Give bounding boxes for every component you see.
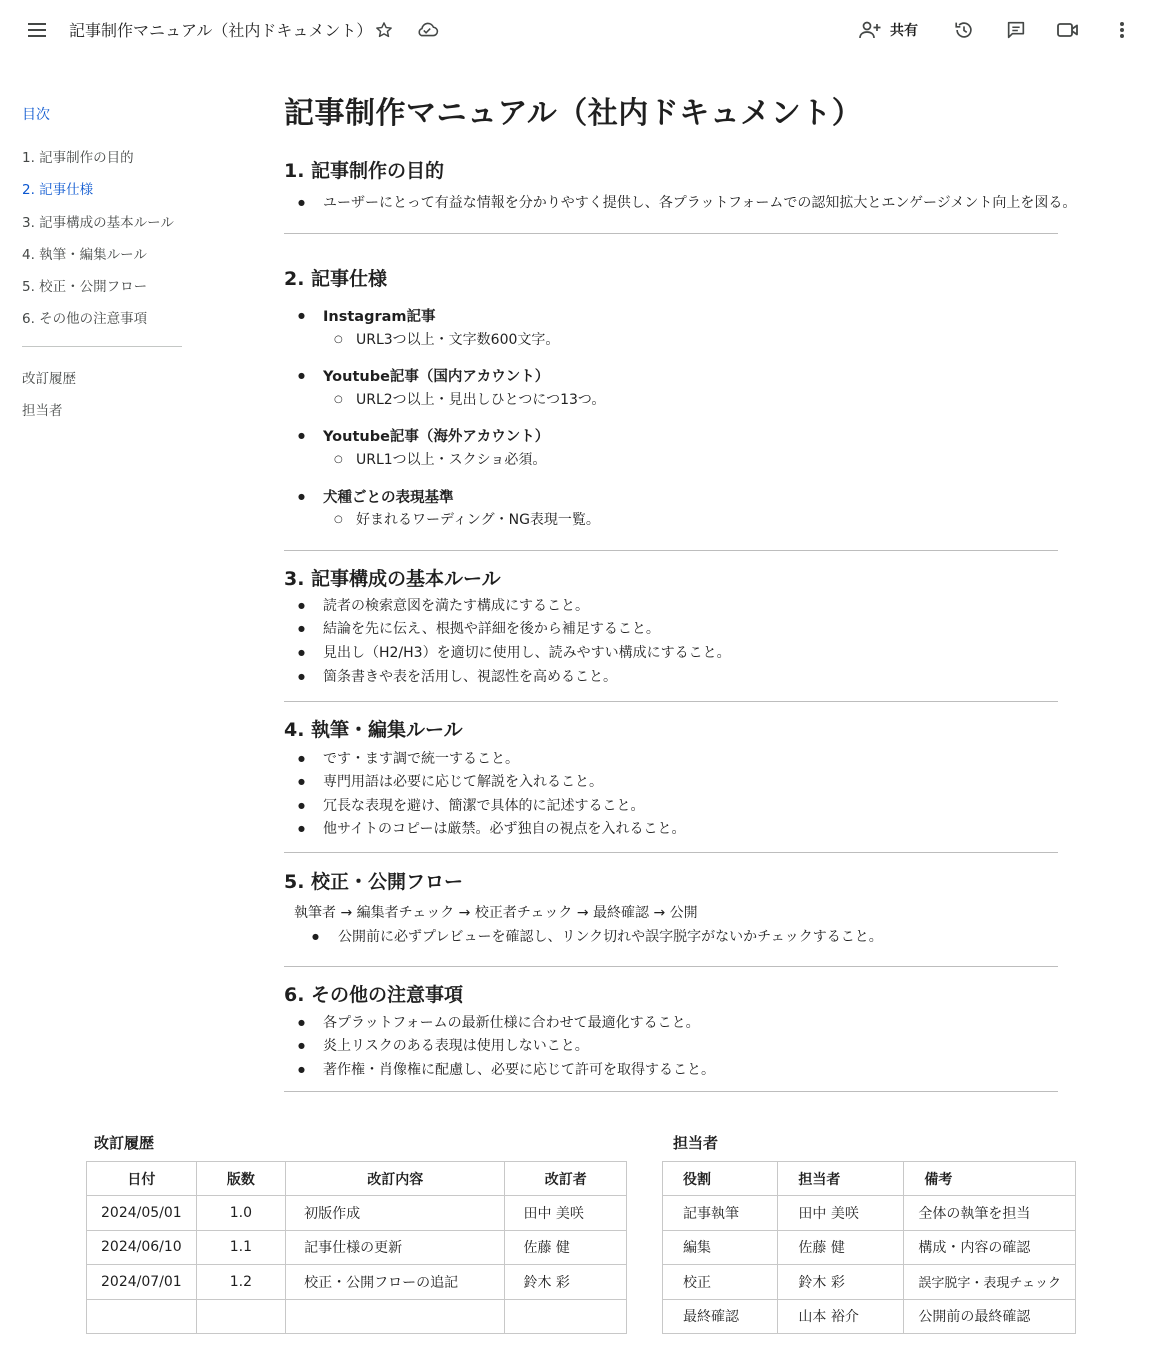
outline-item-other-notes[interactable]: 6. その他の注意事項: [22, 311, 148, 327]
table-cell: 1.0: [196, 1196, 285, 1230]
list-item: ● です・ます調で統一すること。: [298, 748, 519, 768]
revision-history-table[interactable]: [86, 1161, 627, 1334]
column-header: 備考: [904, 1162, 1076, 1196]
list-item: ● 箇条書きや表を活用し、視認性を高めること。: [298, 666, 617, 686]
publish-flow: 執筆者 → 編集者チェック → 校正者チェック → 最終確認 → 公開: [294, 905, 698, 921]
table-header-row: [87, 1162, 627, 1196]
list-item: ● 公開前に必ずプレビューを確認し、リンク切れや誤字脱字がないかチェックすること。: [312, 926, 883, 946]
table-header-row: [663, 1162, 1076, 1196]
section-divider: [284, 701, 1058, 702]
staff-title: 担当者: [673, 1134, 719, 1152]
table-cell: 校正: [663, 1265, 778, 1299]
table-cell: 編集: [663, 1230, 778, 1264]
table-cell: [87, 1299, 197, 1333]
video-call-icon[interactable]: [1056, 18, 1080, 42]
list-item: ● 読者の検索意図を満たす構成にすること。: [298, 595, 589, 615]
add-person-icon: [858, 20, 882, 40]
table-cell: 全体の執筆を担当: [904, 1196, 1076, 1230]
section-1-heading: 1. 記事制作の目的: [284, 160, 445, 182]
table-cell: 最終確認: [663, 1299, 778, 1333]
staff-table[interactable]: [662, 1161, 1076, 1334]
table-cell: 鈴木 彩: [778, 1265, 904, 1299]
list-item: ● 冗長な表現を避け、簡潔で具体的に記述すること。: [298, 795, 644, 815]
list-item: ● ユーザーにとって有益な情報を分かりやすく提供し、各プラットフォームでの認知拡大とエンゲージメント向上を図る。: [298, 192, 1076, 212]
table-row: [663, 1196, 1076, 1230]
outline-item-staff[interactable]: 担当者: [22, 403, 63, 419]
list-item: ● 専門用語は必要に応じて解説を入れること。: [298, 771, 603, 791]
spec-item: ● Youtube記事（国内アカウント）: [298, 365, 549, 386]
table-cell: 田中 美咲: [778, 1196, 904, 1230]
table-cell: 田中 美咲: [505, 1196, 627, 1230]
table-cell: [505, 1299, 627, 1333]
document-title[interactable]: 記事制作マニュアル（社内ドキュメント）: [69, 21, 373, 40]
table-row: [663, 1265, 1076, 1299]
list-item: ● 著作権・肖像権に配慮し、必要に応じて許可を取得すること。: [298, 1059, 715, 1079]
list-item: ● 炎上リスクのある表現は使用しないこと。: [298, 1035, 589, 1055]
spec-item: ● Youtube記事（海外アカウント）: [298, 425, 549, 446]
section-4-heading: 4. 執筆・編集ルール: [284, 719, 463, 741]
table-cell: 山本 裕介: [778, 1299, 904, 1333]
table-cell: 2024/07/01: [87, 1265, 197, 1299]
column-header: 版数: [196, 1162, 285, 1196]
column-header: 改訂者: [505, 1162, 627, 1196]
section-divider: [284, 852, 1058, 853]
table-cell: 1.2: [196, 1265, 285, 1299]
column-header: 日付: [87, 1162, 197, 1196]
table-cell: 佐藤 健: [778, 1230, 904, 1264]
spec-detail: ○ URL1つ以上・スクショ必須。: [334, 449, 546, 469]
revision-history-title: 改訂履歴: [94, 1134, 155, 1152]
list-item: ● 各プラットフォームの最新仕様に合わせて最適化すること。: [298, 1012, 700, 1032]
section-5-heading: 5. 校正・公開フロー: [284, 871, 464, 893]
section-divider: [284, 550, 1058, 551]
table-cell: 1.1: [196, 1230, 285, 1264]
table-row: [87, 1230, 627, 1264]
table-row: [663, 1230, 1076, 1264]
table-cell: 校正・公開フローの追記: [286, 1265, 505, 1299]
table-row-empty: [87, 1299, 627, 1333]
table-row: [87, 1265, 627, 1299]
menu-icon[interactable]: [26, 18, 50, 42]
spec-item: ● Instagram記事: [298, 305, 436, 326]
top-bar: [0, 0, 1152, 60]
table-cell: 誤字脱字・表現チェック: [904, 1265, 1076, 1299]
outline-item-spec[interactable]: 2. 記事仕様: [22, 182, 94, 198]
spec-detail: ○ URL3つ以上・文字数600文字。: [334, 329, 559, 349]
section-divider: [284, 1091, 1058, 1092]
more-options-icon[interactable]: [1110, 18, 1134, 42]
column-header: 担当者: [778, 1162, 904, 1196]
outline-item-structure-rules[interactable]: 3. 記事構成の基本ルール: [22, 215, 174, 231]
cloud-status-icon[interactable]: [414, 18, 440, 42]
table-cell: 鈴木 彩: [505, 1265, 627, 1299]
section-divider: [284, 966, 1058, 967]
table-cell: 初版作成: [286, 1196, 505, 1230]
table-cell: [286, 1299, 505, 1333]
share-label: 共有: [890, 23, 918, 39]
column-header: 役割: [663, 1162, 778, 1196]
outline-title[interactable]: 目次: [22, 107, 50, 123]
section-6-heading: 6. その他の注意事項: [284, 984, 464, 1006]
table-cell: 2024/05/01: [87, 1196, 197, 1230]
share-button[interactable]: [858, 16, 918, 44]
outline-item-proofreading-flow[interactable]: 5. 校正・公開フロー: [22, 279, 148, 295]
table-row: [663, 1299, 1076, 1333]
table-cell: [196, 1299, 285, 1333]
star-icon[interactable]: [372, 18, 396, 42]
section-3-heading: 3. 記事構成の基本ルール: [284, 568, 501, 590]
section-divider: [284, 233, 1058, 234]
table-row: [87, 1196, 627, 1230]
spec-detail: ○ 好まれるワーディング・NG表現一覧。: [334, 509, 600, 529]
spec-detail: ○ URL2つ以上・見出しひとつにつ13つ。: [334, 389, 605, 409]
table-cell: 記事執筆: [663, 1196, 778, 1230]
version-history-icon[interactable]: [952, 18, 976, 42]
table-cell: 2024/06/10: [87, 1230, 197, 1264]
list-item: ● 他サイトのコピーは厳禁。必ず独自の視点を入れること。: [298, 818, 685, 838]
table-cell: 構成・内容の確認: [904, 1230, 1076, 1264]
table-cell: 佐藤 健: [505, 1230, 627, 1264]
spec-item: ● 犬種ごとの表現基準: [298, 486, 454, 507]
table-cell: 記事仕様の更新: [286, 1230, 505, 1264]
document-heading: 記事制作マニュアル（社内ドキュメント）: [284, 96, 863, 131]
table-cell: 公開前の最終確認: [904, 1299, 1076, 1333]
list-item: ● 結論を先に伝え、根拠や詳細を後から補足すること。: [298, 618, 660, 638]
section-2-heading: 2. 記事仕様: [284, 268, 388, 290]
outline-item-purpose[interactable]: 1. 記事制作の目的: [22, 150, 134, 166]
outline-item-writing-rules[interactable]: 4. 執筆・編集ルール: [22, 247, 147, 263]
outline-item-revision-history[interactable]: 改訂履歴: [22, 371, 76, 387]
outline-divider: [22, 346, 182, 347]
column-header: 改訂内容: [286, 1162, 505, 1196]
list-item: ● 見出し（H2/H3）を適切に使用し、読みやすい構成にすること。: [298, 642, 731, 662]
comment-icon[interactable]: [1004, 18, 1028, 42]
